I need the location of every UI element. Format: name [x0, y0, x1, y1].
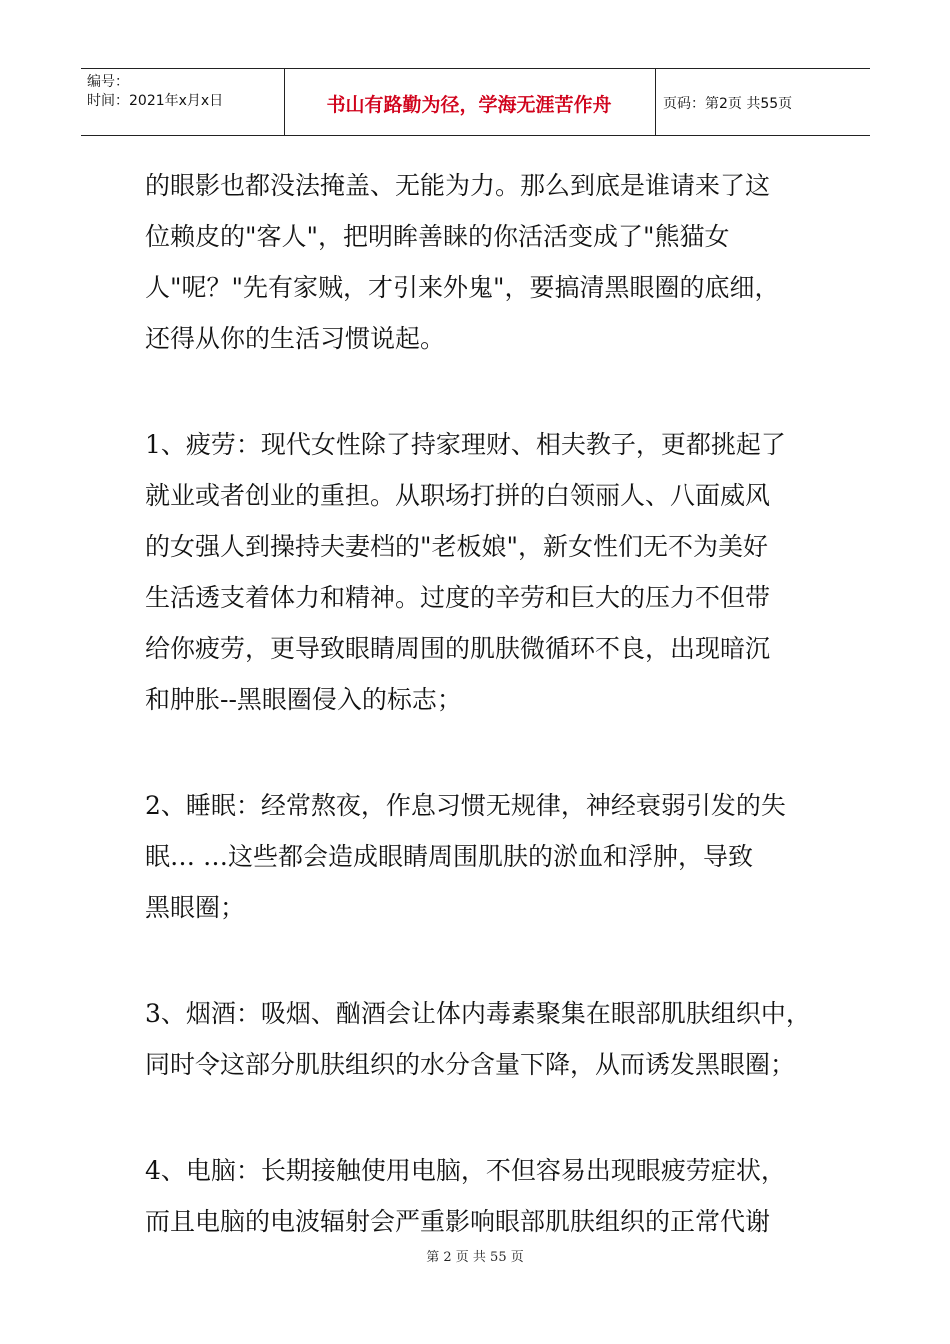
text-line: 就业或者创业的重担。从职场打拼的白领丽人、八面威风	[145, 481, 771, 510]
text-line: 3、烟酒：吸烟、酗酒会让体内毒素聚集在眼部肌肤组织中，	[145, 999, 811, 1028]
text-line: 的眼影也都没法掩盖、无能为力。那么到底是谁请来了这	[145, 171, 771, 200]
paragraph	[145, 160, 820, 364]
document-body	[145, 160, 820, 1247]
paragraph-gap	[145, 725, 820, 780]
header-meta	[87, 73, 223, 111]
text-line: 同时令这部分肌肤组织的水分含量下降，从而诱发黑眼圈；	[145, 1050, 796, 1079]
text-line: 的女强人到操持夫妻档的"老板娘"，新女性们无不为美好	[145, 532, 769, 561]
paragraph	[145, 988, 820, 1090]
paragraph	[145, 419, 820, 725]
header-motto: 书山有路勤为径，学海无涯苦作舟	[326, 93, 612, 116]
text-line: 眠… …这些都会造成眼睛周围肌肤的淤血和浮肿，导致	[145, 842, 753, 871]
text-line: 还得从你的生活习惯说起。	[145, 324, 446, 353]
paragraph-gap	[145, 933, 820, 988]
paragraph	[145, 1145, 820, 1247]
text-line: 而且电脑的电波辐射会严重影响眼部肌肤组织的正常代谢	[145, 1207, 771, 1236]
page-footer: 第 2 页 共 55 页	[426, 1250, 524, 1265]
text-line: 黑眼圈；	[145, 893, 246, 922]
paragraph-gap	[145, 1090, 820, 1145]
document-date-label: 时间：2021年x月x日	[87, 93, 224, 109]
header-page-info: 页码：第2页 共55页	[663, 96, 793, 112]
text-line: 4、电脑：长期接触使用电脑，不但容易出现眼疲劳症状，	[145, 1156, 786, 1185]
document-header	[81, 68, 870, 136]
paragraph	[145, 780, 820, 933]
header-divider	[655, 69, 656, 135]
text-line: 生活透支着体力和精神。过度的辛劳和巨大的压力不但带	[145, 583, 771, 612]
text-line: 1、疲劳：现代女性除了持家理财、相夫教子，更都挑起了	[145, 430, 786, 459]
paragraph-gap	[145, 364, 820, 419]
text-line: 和肿胀--黑眼圈侵入的标志；	[145, 685, 462, 714]
document-number-label: 编号：	[87, 74, 129, 90]
text-line: 2、睡眠：经常熬夜，作息习惯无规律，神经衰弱引发的失	[145, 791, 786, 820]
text-line: 人"呢？"先有家贼，才引来外鬼"，要搞清黑眼圈的底细，	[145, 273, 780, 302]
text-line: 位赖皮的"客人"，把明眸善睐的你活活变成了"熊猫女	[145, 222, 730, 251]
text-line: 给你疲劳，更导致眼睛周围的肌肤微循环不良，出现暗沉	[145, 634, 771, 663]
